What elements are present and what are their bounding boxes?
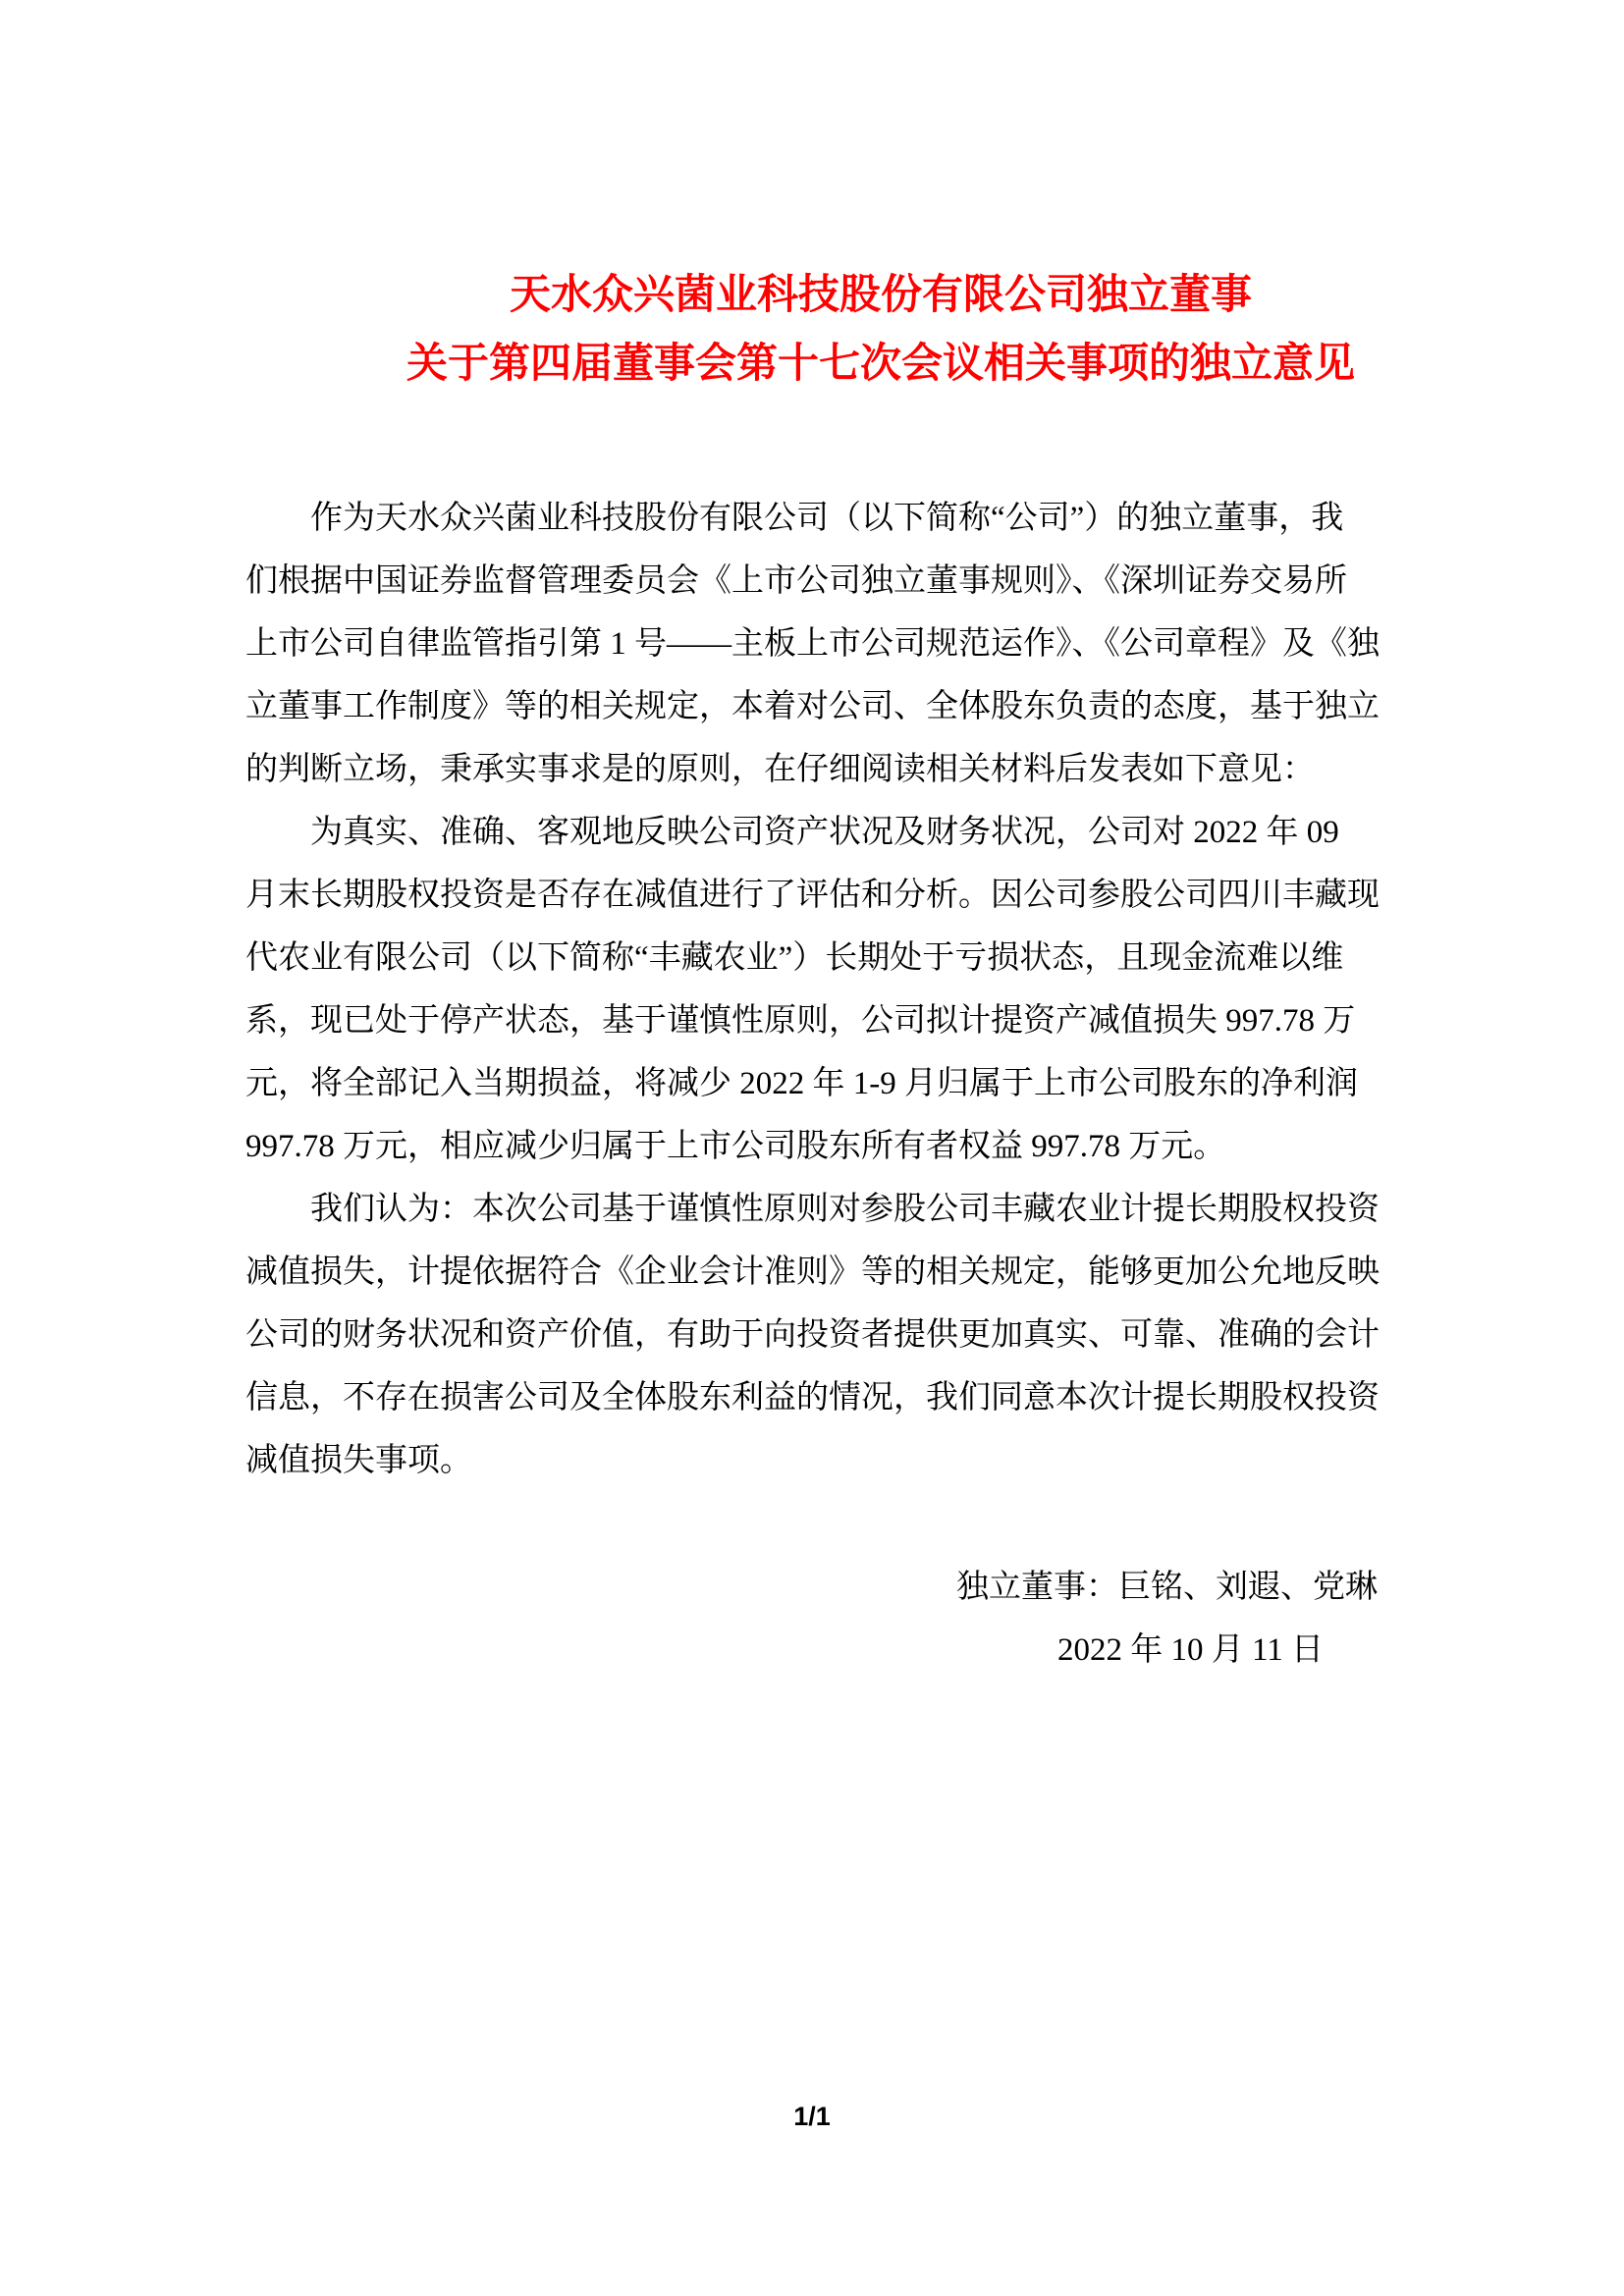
- body-line: 我们认为：本次公司基于谨慎性原则对参股公司丰藏农业计提长期股权投资: [310, 1192, 1380, 1227]
- signature-date: 2022 年 10 月 11 日: [1056, 1632, 1324, 1668]
- title-line-2: 关于第四届董事会第十七次会议相关事项的独立意见: [406, 342, 1355, 387]
- document-title: [137, 261, 1624, 399]
- body-line: 减值损失事项。: [245, 1443, 472, 1478]
- body-line: 月末长期股权投资是否存在减值进行了评估和分析。因公司参股公司四川丰藏现: [245, 878, 1380, 913]
- body-line: 代农业有限公司（以下简称“丰藏农业”）长期处于亏损状态，且现金流难以维: [245, 940, 1344, 976]
- signature-block: [956, 1556, 1378, 1682]
- body-line: 上市公司自律监管指引第 1 号——主板上市公司规范运作》、《公司章程》及《独: [245, 626, 1380, 662]
- body-line: 立董事工作制度》等的相关规定，本着对公司、全体股东负责的态度，基于独立: [245, 689, 1380, 724]
- body-line: 减值损失，计提依据符合《企业会计准则》等的相关规定，能够更加公允地反映: [245, 1255, 1380, 1290]
- body-line: 997.78 万元，相应减少归属于上市公司股东所有者权益 997.78 万元。: [245, 1129, 1226, 1164]
- body-line: 系，现已处于停产状态，基于谨慎性原则，公司拟计提资产减值损失 997.78 万: [245, 1003, 1356, 1039]
- paragraph-2: [245, 801, 1380, 1178]
- body-line: 作为天水众兴菌业科技股份有限公司（以下简称“公司”）的独立董事，我: [310, 501, 1344, 536]
- document-body: [245, 487, 1380, 1492]
- title-line-1: 天水众兴菌业科技股份有限公司独立董事: [509, 273, 1252, 318]
- body-line: 的判断立场，秉承实事求是的原则，在仔细阅读相关材料后发表如下意见：: [245, 752, 1315, 787]
- body-line: 为真实、准确、客观地反映公司资产状况及财务状况，公司对 2022 年 09: [310, 815, 1339, 850]
- body-line: 元，将全部记入当期损益，将减少 2022 年 1-9 月归属于上市公司股东的净利润: [245, 1066, 1358, 1101]
- body-line: 公司的财务状况和资产价值，有助于向投资者提供更加真实、可靠、准确的会计: [245, 1317, 1380, 1353]
- body-line: 信息，不存在损害公司及全体股东利益的情况，我们同意本次计提长期股权投资: [245, 1380, 1380, 1415]
- paragraph-1: [245, 487, 1380, 801]
- signature-signers: 独立董事：巨铭、刘遐、党琳: [956, 1570, 1378, 1605]
- paragraph-3: [245, 1178, 1380, 1492]
- body-line: 们根据中国证券监督管理委员会《上市公司独立董事规则》、《深圳证券交易所: [245, 563, 1347, 599]
- page-number: 1/1: [793, 2102, 831, 2131]
